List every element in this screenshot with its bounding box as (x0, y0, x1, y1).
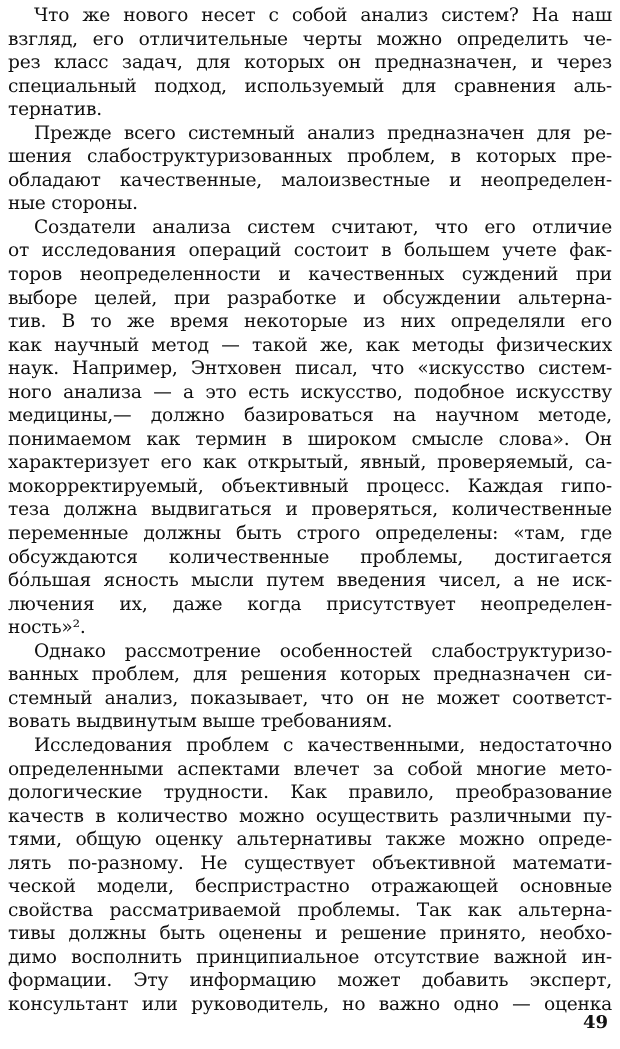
text-line: Исследования проблем с качественными, недостаточно (34, 734, 612, 756)
text-line: характеризует его как открытый, явный, проверяемый, са- (8, 452, 612, 474)
text-line: ные стороны. (8, 193, 138, 215)
text-line: Прежде всего системный анализ предназначен для ре- (34, 122, 612, 144)
text-line: рез класс задач, для которых он предназначен, и через (8, 52, 612, 74)
text-line: ческой модели, беспристрастно отражающей основные (8, 876, 612, 898)
text-line: качеств в количество можно осуществить различными пу- (8, 805, 612, 827)
text-line: формации. Эту информацию может добавить эксперт, (8, 970, 612, 992)
text-line: определенными аспектами влечет за собой многие мето- (8, 758, 612, 780)
text-line: торов неопределенности и качественных суждений при (8, 264, 612, 286)
text-line: наук. Например, Энтховен писал, что «искусство систем- (8, 358, 612, 380)
text-line: взгляд, его отличительные черты можно определить че- (8, 28, 612, 50)
text-line: выборе целей, при разработке и обсуждении альтерна- (8, 287, 612, 309)
text-line: димо восполнить принципиальное отсутствие важной ин- (8, 946, 612, 968)
paragraph-2 (8, 122, 612, 216)
text-line: лять по-разному. Не существует объективной математи- (8, 852, 612, 874)
text-line: Создатели анализа систем считают, что его отличие (34, 216, 612, 238)
text-line: ность»². (8, 617, 86, 639)
text-line: как научный метод — такой же, как методы физических (8, 334, 612, 356)
text-line: лючения их, даже когда присутствует неопределен- (8, 593, 612, 615)
paragraph-5 (8, 734, 612, 1017)
page-number: 49 (582, 1012, 608, 1033)
text-line: тивы должны быть оценены и решение принято, необхо- (8, 923, 612, 945)
book-page (8, 4, 612, 1044)
text-line: свойства рассматриваемой проблемы. Так как альтерна- (8, 899, 612, 921)
text-line: теза должна выдвигаться и проверяться, количественные (8, 499, 612, 521)
text-line: ного анализа — а это есть искусство, подобное искусству (8, 381, 612, 403)
text-line: стемный анализ, показывает, что он не может соответст- (8, 687, 612, 709)
text-line: переменные должны быть строго определены: «там, где (8, 523, 612, 545)
text-line: специальный подход, используемый для сравнения аль- (8, 75, 612, 97)
text-line: вовать выдвинутым выше требованиям. (8, 711, 393, 733)
text-line: тернатив. (8, 99, 102, 121)
paragraph-1 (8, 4, 612, 122)
text-line: тив. В то же время некоторые из них определяли его (8, 311, 612, 333)
text-line: от исследования операций состоит в большем учете фак- (8, 240, 612, 262)
text-line: шения слабоструктуризованных проблем, в которых пре- (8, 146, 612, 168)
text-line: консультант или руководитель, но важно одно — оценка (8, 993, 612, 1015)
text-line: ванных проблем, для решения которых предназначен си- (8, 664, 612, 686)
text-line: понимаемом как термин в широком смысле слова». Он (8, 428, 612, 450)
paragraph-4 (8, 640, 612, 734)
text-line: мокорректируемый, объективный процесс. Каждая гипо- (8, 475, 612, 497)
text-line: обладают качественные, малоизвестные и неопределен- (8, 169, 612, 191)
text-line: дологические трудности. Как правило, преобразование (8, 782, 612, 804)
text-line: обсуждаются количественные проблемы, достигается (8, 546, 612, 568)
text-line: медицины,— должно базироваться на научном методе, (8, 405, 612, 427)
text-line: бо́льшая ясность мысли путем введения чисел, а не иск- (8, 570, 612, 592)
text-line: Однако рассмотрение особенностей слабоструктуризо- (34, 640, 612, 662)
text-line: Что же нового несет с собой анализ систем? На наш (34, 5, 612, 26)
text-line: тями, общую оценку альтернативы также можно опреде- (8, 829, 612, 851)
paragraph-3 (8, 216, 612, 640)
